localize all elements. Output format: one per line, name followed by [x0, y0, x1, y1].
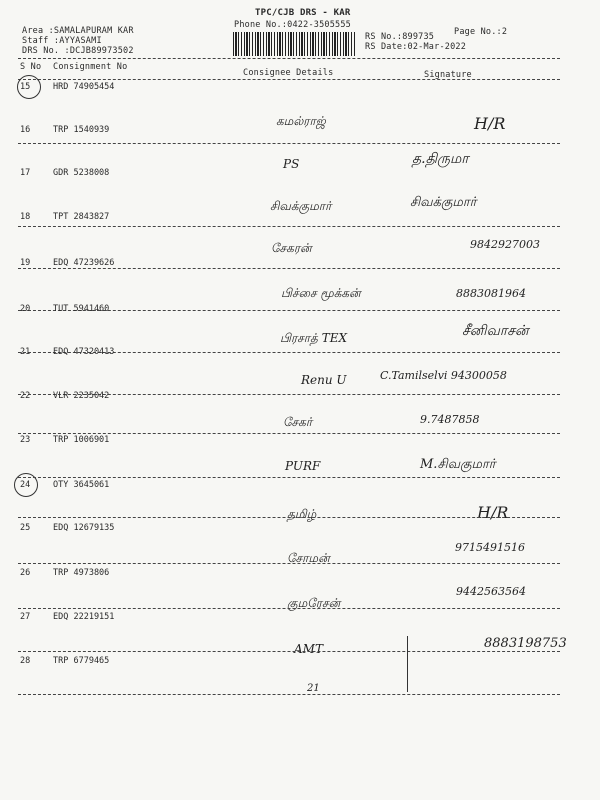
row-divider [18, 477, 560, 478]
row-divider [18, 563, 560, 564]
row-signature: சீனிவாசன் [462, 323, 529, 339]
row-consignment: TRP 4973806 [53, 568, 110, 578]
row-consignee: 21 [307, 683, 320, 694]
row-sno: 28 [20, 656, 31, 666]
row-consignee: பிரசாத் TEX [280, 331, 347, 345]
row-signature: 9842927003 [470, 238, 540, 251]
row-signature: H/R [477, 503, 509, 522]
row-divider [18, 694, 560, 695]
row-consignee: குமரேசன் [287, 596, 341, 610]
row-signature: 9442563564 [456, 585, 526, 598]
row-sno: 19 [20, 258, 31, 268]
row-sno: 18 [20, 212, 31, 222]
row-consignee: தமிழ் [287, 507, 317, 521]
row-sno: 25 [20, 523, 31, 533]
row-sno: 24 [20, 480, 31, 490]
row-consignee: AMT [294, 642, 323, 656]
col-consignee: Consignee Details [243, 68, 334, 78]
row-divider [18, 651, 560, 652]
drs-number: DRS No. :DCJB89973502 [22, 46, 134, 56]
row-consignment: EDQ 22219151 [53, 612, 115, 622]
row-signature: C.Tamilselvi 94300058 [380, 369, 507, 382]
page-number: Page No.:2 [454, 27, 508, 37]
row-divider [18, 143, 560, 144]
row-signature: 8883081964 [456, 287, 526, 300]
row-sno: 23 [20, 435, 31, 445]
col-signature: Signature [424, 70, 472, 80]
row-sno: 21 [20, 347, 31, 357]
phone-number: Phone No.:0422-3505555 [234, 20, 351, 30]
col-consignment: Consignment No [53, 62, 128, 72]
row-consignment: TUT 5941460 [53, 304, 110, 314]
row-consignment: TRP 1006901 [53, 435, 110, 445]
row-consignment: EDQ 12679135 [53, 523, 115, 533]
staff-label: Staff :AYYASAMI [22, 36, 102, 46]
row-divider [18, 433, 560, 434]
row-sno: 27 [20, 612, 31, 622]
row-consignment: HRD 74905454 [53, 82, 115, 92]
row-consignee: PURF [285, 459, 321, 473]
row-divider [18, 517, 560, 518]
sheet-title: TPC/CJB DRS - KAR [255, 8, 351, 18]
row-signature: சிவக்குமார் [410, 195, 477, 210]
row-sno: 16 [20, 125, 31, 135]
row-signature: 9715491516 [455, 541, 525, 554]
row-sno: 15 [20, 82, 31, 92]
column-divider [18, 79, 560, 80]
row-signature: 9.7487858 [420, 413, 480, 426]
brace-mark [407, 636, 408, 692]
row-consignment: TPT 2843827 [53, 212, 110, 222]
rs-number: RS No.:899735 [365, 32, 435, 42]
row-consignment: VLR 2235042 [53, 391, 110, 401]
row-consignee: சேகர் [283, 415, 313, 429]
col-sno: S No [20, 62, 42, 72]
row-divider [18, 608, 560, 609]
row-consignment: TRP 6779465 [53, 656, 110, 666]
row-signature: 8883198753 [484, 636, 567, 651]
row-divider [18, 268, 560, 269]
row-signature: த.திருமா [412, 151, 469, 167]
row-sno: 26 [20, 568, 31, 578]
row-consignment: EDQ 47320413 [53, 347, 115, 357]
row-consignment: OTY 3645061 [53, 480, 110, 490]
row-consignee: சேகரன் [271, 241, 312, 255]
row-consignment: GDR 5238008 [53, 168, 110, 178]
area-label: Area :SAMALAPURAM KAR [22, 26, 134, 36]
row-signature: M.சிவகுமார் [420, 457, 496, 472]
barcode [233, 32, 355, 56]
row-consignee: பிச்சை மூக்கன் [281, 286, 361, 300]
row-consignment: TRP 1540939 [53, 125, 110, 135]
row-consignee: Renu U [301, 373, 347, 387]
row-signature: H/R [474, 114, 506, 133]
row-consignee: கமல்ராஜ் [276, 114, 326, 128]
row-sno: 20 [20, 304, 31, 314]
row-sno: 22 [20, 391, 31, 401]
row-divider [18, 226, 560, 227]
row-consignee: PS [283, 157, 300, 171]
row-consignment: EDQ 47239626 [53, 258, 115, 268]
header-divider [18, 58, 560, 59]
rs-date: RS Date:02-Mar-2022 [365, 42, 467, 52]
row-consignee: சிவக்குமார் [270, 199, 332, 213]
row-sno: 17 [20, 168, 31, 178]
row-consignee: சோமன் [287, 551, 330, 565]
